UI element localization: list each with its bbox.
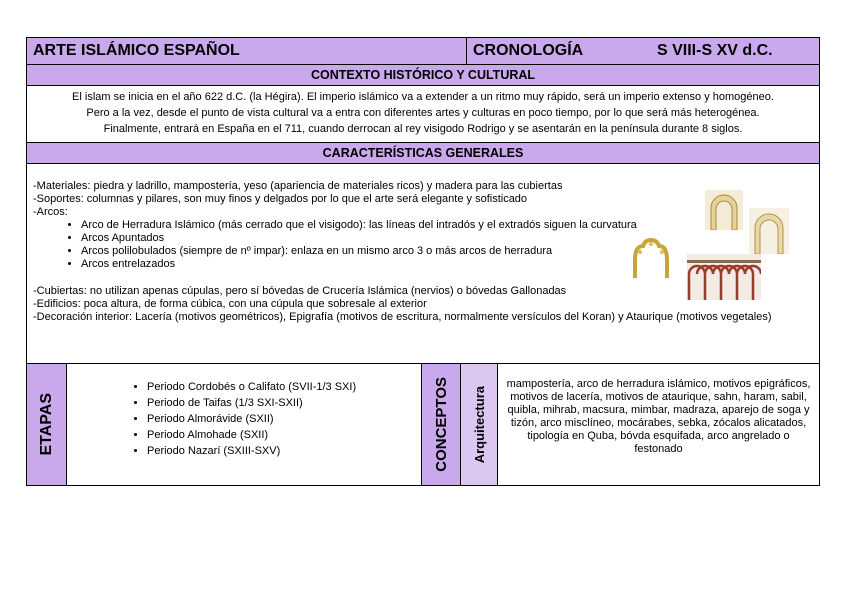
chronology-cell	[467, 38, 819, 64]
context-line: Pero a la vez, desde el punto de vista cultural va a entra con diferentes artes y culturas en poco tiempo, por lo que será más heterogénea.	[86, 107, 760, 119]
horseshoe-arch-image	[705, 190, 743, 230]
bottom-row	[27, 364, 819, 485]
context-line: Finalmente, entrará en España en el 711, cuando derrocan al rey visigodo Rodrigo y se asentarán en la península durante 8 siglos.	[103, 123, 743, 135]
concepts-label: CONCEPTOS	[432, 377, 450, 472]
polylobed-arch-image	[631, 238, 671, 278]
page-title: ARTE ISLÁMICO ESPAÑOL	[27, 38, 467, 64]
summary-sheet	[26, 37, 820, 486]
stages-label-cell	[27, 364, 67, 485]
chronology-label: CRONOLOGÍA	[473, 42, 584, 59]
roofs-text: -Cubiertas: no utilizan apenas cúpulas, pero sí bóvedas de Crucería Islámica (nervios) o bóvedas Gallonadas	[33, 285, 567, 297]
interlaced-arches-image	[687, 254, 761, 300]
stages-label: ETAPAS	[37, 393, 55, 456]
list-item: • Arco de Herradura Islámico (más cerrado que el visigodo): las líneas del intradós y el extradós siguen la curvatura	[81, 219, 819, 232]
decoration-text: -Decoración interior: Lacería (motivos geométricos), Epigrafía (motivos de escritura, normalmente versículos del Koran) y Ataurique (motivos vegetales)	[33, 311, 772, 323]
list-item: • Periodo Almorávide (SXII)	[147, 411, 421, 427]
list-item: • Arcos entrelazados	[81, 258, 819, 271]
features-body	[27, 164, 819, 364]
features-heading: CARACTERÍSTICAS GENERALES	[27, 143, 819, 164]
stages-list	[67, 364, 422, 485]
architecture-label: Arquitectura	[471, 385, 487, 464]
list-item: • Arcos Apuntados	[81, 232, 819, 245]
arches-label: -Arcos:	[33, 206, 68, 218]
title-row	[27, 38, 819, 65]
list-item: • Periodo de Taifas (1/3 SXI-SXII)	[147, 395, 421, 411]
architecture-label-cell	[461, 364, 498, 485]
materials-text: -Materiales: piedra y ladrillo, mampostería, yeso (apariencia de materiales ricos) y madera para las cubiertas	[33, 180, 563, 192]
list-item: • Periodo Almohade (SXII)	[147, 427, 421, 443]
period-range: S VIII-S XV d.C.	[657, 42, 773, 59]
list-item: • Arcos polilobulados (siempre de nº impar): enlaza en un mismo arco 3 o más arcos de herradura	[81, 245, 819, 258]
context-text	[27, 86, 819, 143]
context-heading: CONTEXTO HISTÓRICO Y CULTURAL	[27, 65, 819, 86]
concepts-label-cell	[422, 364, 461, 485]
list-item: • Periodo Cordobés o Califato (SVII-1/3 SXI)	[147, 379, 421, 395]
supports-text: -Soportes: columnas y pilares, son muy finos y delgados por lo que el arte será elegante y sofisticado	[33, 193, 528, 205]
list-item: • Periodo Nazarí (SXIII-SXV)	[147, 443, 421, 459]
buildings-text: -Edificios: poca altura, de forma cúbica, con una cúpula que sobresale al exterior	[33, 298, 427, 310]
horseshoe-arch-image	[749, 208, 789, 254]
context-line: El islam se inicia en el año 622 d.C. (la Hégira). El imperio islámico va a extender a un ritmo muy rápido, será un imperio extenso y homogéneo.	[72, 91, 774, 103]
architecture-concepts: mampostería, arco de herradura islámico, motivos epigráficos, motivos de lacería, motivos de ataurique, sahn, haram, sabil, quibla, mihrab, macsura, mimbar, madraza, aparejo de soga y tizón, arco misclíneo, mocárabes, sebka, zócalos alicatados, tipología en Quba, bóvda esquifada, arco angrelado o festonado	[506, 378, 811, 455]
